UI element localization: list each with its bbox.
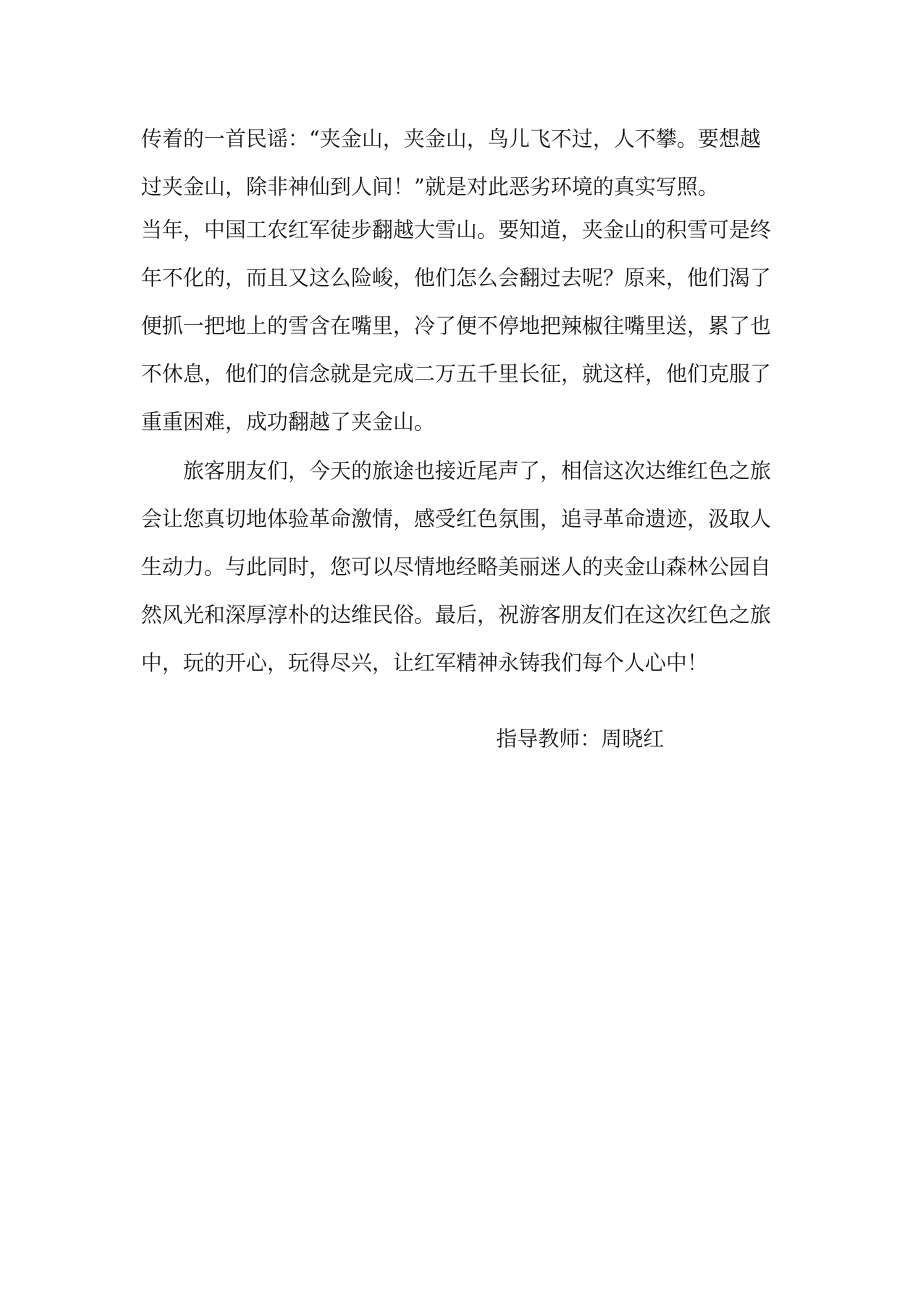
text-line: 年不化的，而且又这么险峻，他们怎么会翻过去呢？原来，他们渴了 — [141, 266, 771, 290]
text-line: 旅客朋友们，今天的旅途也接近尾声了，相信这次达维红色之旅 — [183, 459, 771, 483]
text-line: 当年，中国工农红军徒步翻越大雪山。要知道，夹金山的积雪可是终 — [141, 218, 771, 242]
text-line: 会让您真切地体验革命激情，感受红色氛围，追寻革命遗迹，汲取人 — [141, 507, 771, 531]
text-line: 生动力。与此同时，您可以尽情地经略美丽迷人的夹金山森林公园自 — [141, 555, 771, 579]
text-line: 中，玩的开心，玩得尽兴，让红军精神永铸我们每个人心中！ — [141, 651, 708, 675]
text-line: 传着的一首民谣：“夹金山，夹金山，鸟儿飞不过，人不攀。要想越 — [141, 127, 761, 151]
text-line: 然风光和深厚淳朴的达维民俗。最后，祝游客朋友们在这次红色之旅 — [141, 603, 771, 627]
paragraph-red-army-crossing — [141, 206, 786, 446]
text-line: 不休息，他们的信念就是完成二万五千里长征，就这样，他们克服了 — [141, 362, 771, 386]
text-line: 重重困难，成功翻越了夹金山。 — [141, 410, 435, 434]
paragraph-folk-song — [141, 115, 786, 211]
text-line: 便抓一把地上的雪含在嘴里，冷了便不停地把辣椒往嘴里送，累了也 — [141, 314, 771, 338]
text-line: 过夹金山，除非神仙到人间！”就是对此恶劣环境的真实写照。 — [141, 175, 719, 199]
instructor-signature: 指导教师：周晓红 — [496, 727, 664, 751]
paragraph-closing — [141, 447, 786, 687]
